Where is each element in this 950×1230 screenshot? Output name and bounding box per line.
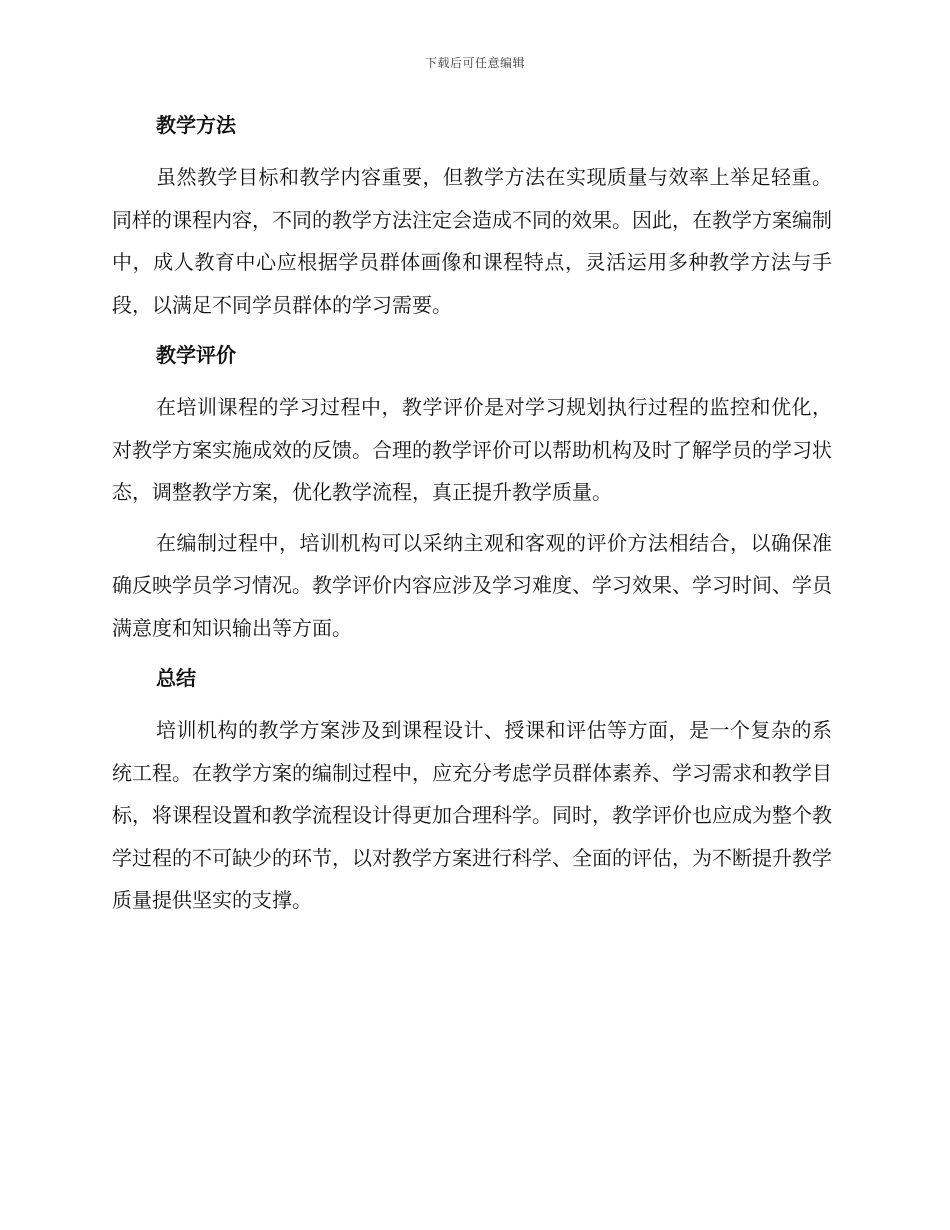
section-teaching-method (112, 104, 832, 326)
section-heading: 总结 (156, 666, 196, 690)
section-heading: 教学评价 (156, 343, 236, 367)
paragraph: 虽然教学目标和教学内容重要，但教学方法在实现质量与效率上举足轻重。同样的课程内容，不同的教学方法注定会造成不同的效果。因此，在教学方案编制中，成人教育中心应根据学员群体画像和课程特点，灵活运用多种教学方法与手段，以满足不同学员群体的学习需要。 (112, 165, 832, 317)
section-teaching-evaluation (112, 334, 832, 649)
paragraph: 培训机构的教学方案涉及到课程设计、授课和评估等方面，是一个复杂的系统工程。在教学方案的编制过程中，应充分考虑学员群体素养、学习需求和教学目标，将课程设置和教学流程设计得更加合理科学。同时，教学评价也应成为整个教学过程的不可缺少的环节，以对教学方案进行科学、全面的评估，为不断提升教学质量提供坚实的支撑。 (112, 718, 832, 912)
document-body (112, 104, 832, 930)
paragraph: 在编制过程中，培训机构可以采纳主观和客观的评价方法相结合，以确保准确反映学员学习情况。教学评价内容应涉及学习难度、学习效果、学习时间、学员满意度和知识输出等方面。 (112, 530, 832, 640)
paragraph: 在培训课程的学习过程中，教学评价是对学习规划执行过程的监控和优化，对教学方案实施成效的反馈。合理的教学评价可以帮助机构及时了解学员的学习状态，调整教学方案，优化教学流程，真正提升教学质量。 (112, 395, 832, 504)
section-heading: 教学方法 (156, 113, 236, 137)
header-note: 下载后可任意编辑 (424, 56, 525, 70)
section-summary (112, 657, 832, 922)
